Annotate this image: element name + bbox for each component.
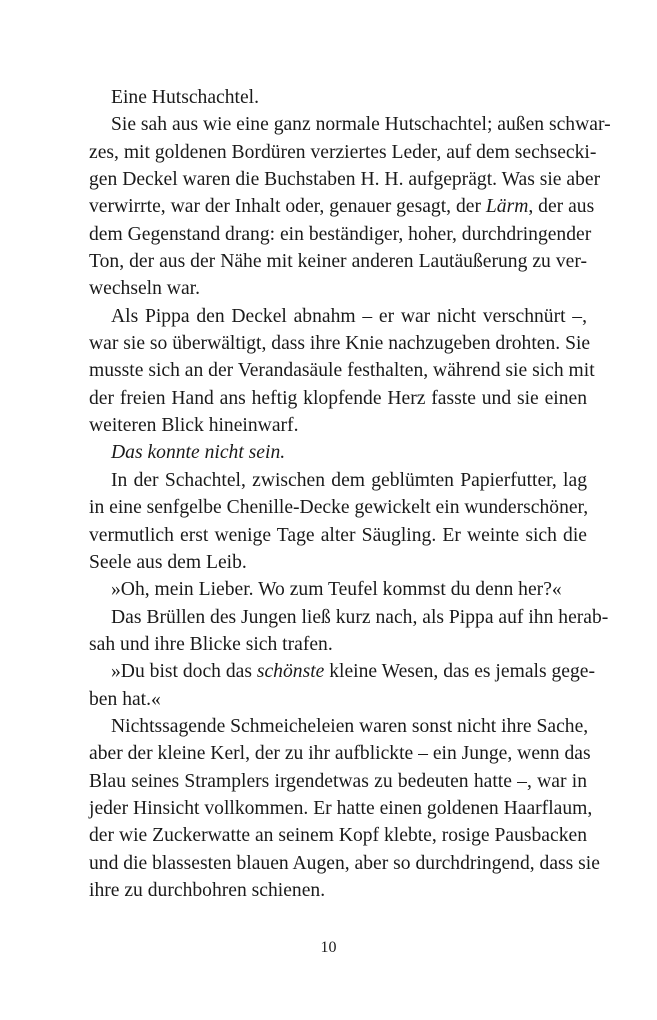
italic-text-run: Das konnte nicht sein. [111,442,286,464]
paragraph-7-line-1 [89,604,609,631]
text-run: Eine Hutschachtel. [111,87,259,108]
paragraph-8-line-2 [89,686,587,713]
text-run: ben hat.« [89,688,161,710]
italic-text-run: schönste [256,661,325,683]
paragraph-9-line-3 [89,768,587,795]
paragraph-4-line-1 [89,439,587,466]
paragraph-9-line-7 [89,877,587,904]
text-run: verwirrte, war der Inhalt oder, genauer gesagt, der [89,196,486,218]
paragraph-2-line-4 [89,193,595,220]
text-run: ihre zu durchbohren schienen. [89,879,326,901]
paragraph-9-line-2 [89,740,591,767]
text-run: Ton, der aus der Nähe mit keiner anderen Lautäußerung zu ver- [89,251,587,273]
text-run: weiteren Blick hineinwarf. [89,415,299,437]
paragraph-7-line-2 [89,631,587,658]
paragraph-2-line-2 [89,139,597,166]
text-run: zes, mit goldenen Bordüren verziertes Leder, auf dem sechsecki- [89,141,597,163]
paragraph-2-line-5 [89,221,592,248]
text-run: in eine senfgelbe Chenille-Decke gewickelt ein wunderschöner, [89,497,589,519]
paragraph-9-line-6 [89,850,600,877]
text-run: aber der kleine Kerl, der zu ihr aufblickte – ein Junge, wenn das [89,743,591,765]
paragraph-9-line-1 [89,713,587,740]
paragraph-5-line-4 [89,549,587,576]
paragraph-5-line-1 [89,467,587,494]
paragraph-3-line-2 [89,330,591,357]
text-run: musste sich an der Verandasäule festhalten, während sie sich mit [89,360,595,382]
paragraph-2-line-1 [89,111,611,138]
text-run: »Du bist doch das [111,661,257,683]
paragraph-3-line-3 [89,357,595,384]
paragraph-2-line-7 [89,275,587,302]
text-run: kleine Wesen, das es jemals gege- [324,661,595,683]
text-run: der freien Hand ans heftig klopfende Herz fasste und sie einen [89,387,587,409]
paragraph-2-line-6 [89,248,587,275]
text-run: gen Deckel waren die Buchstaben H. H. aufgeprägt. Was sie aber [89,169,601,191]
text-run: Als Pippa den Deckel abnahm – er war nicht verschnürt –, [111,305,587,327]
text-run: vermutlich erst wenige Tage alter Säugling. Er weinte sich die [89,524,587,546]
text-run: sah und ihre Blicke sich trafen. [89,633,333,655]
page-number: 10 [320,939,337,956]
body-text [89,84,611,904]
text-run: war sie so überwältigt, dass ihre Knie nachzugeben drohten. Sie [89,333,591,355]
text-run: Das Brüllen des Jungen ließ kurz nach, als Pippa auf ihn herab- [111,606,609,628]
italic-text-run: Lärm [485,196,529,218]
text-run: jeder Hinsicht vollkommen. Er hatte einen goldenen Haarflaum, [89,797,593,819]
paragraph-5-line-3 [89,522,587,549]
text-run: dem Gegenstand drang: ein beständiger, hoher, durchdringender [89,223,592,245]
text-run: Blau seines Stramplers irgendetwas zu bedeuten hatte –, war in [89,770,587,792]
text-run: »Oh, mein Lieber. Wo zum Teufel kommst du denn her?« [111,579,562,601]
text-run: der wie Zuckerwatte an seinem Kopf klebte, rosige Pausbacken [89,825,587,847]
text-run: In der Schachtel, zwischen dem geblümten Papierfutter, lag [111,469,587,491]
paragraph-5-line-2 [89,494,587,521]
text-run: , der aus [528,196,595,218]
paragraph-1-line-1 [89,84,587,111]
paragraph-2-line-3 [89,166,601,193]
paragraph-9-line-5 [89,822,587,849]
paragraph-6-line-1 [89,576,587,603]
text-run: wechseln war. [89,278,200,300]
paragraph-3-line-1 [89,303,587,330]
text-run: Nichtssagende Schmeicheleien waren sonst nicht ihre Sache, [111,715,589,737]
paragraph-8-line-1 [89,658,595,685]
text-run: und die blassesten blauen Augen, aber so durchdringend, dass sie [89,852,600,874]
paragraph-3-line-5 [89,412,587,439]
text-run: Seele aus dem Leib. [89,551,247,573]
paragraph-3-line-4 [89,385,587,412]
text-run: Sie sah aus wie eine ganz normale Hutschachtel; außen schwar- [111,114,611,136]
paragraph-9-line-4 [89,795,593,822]
